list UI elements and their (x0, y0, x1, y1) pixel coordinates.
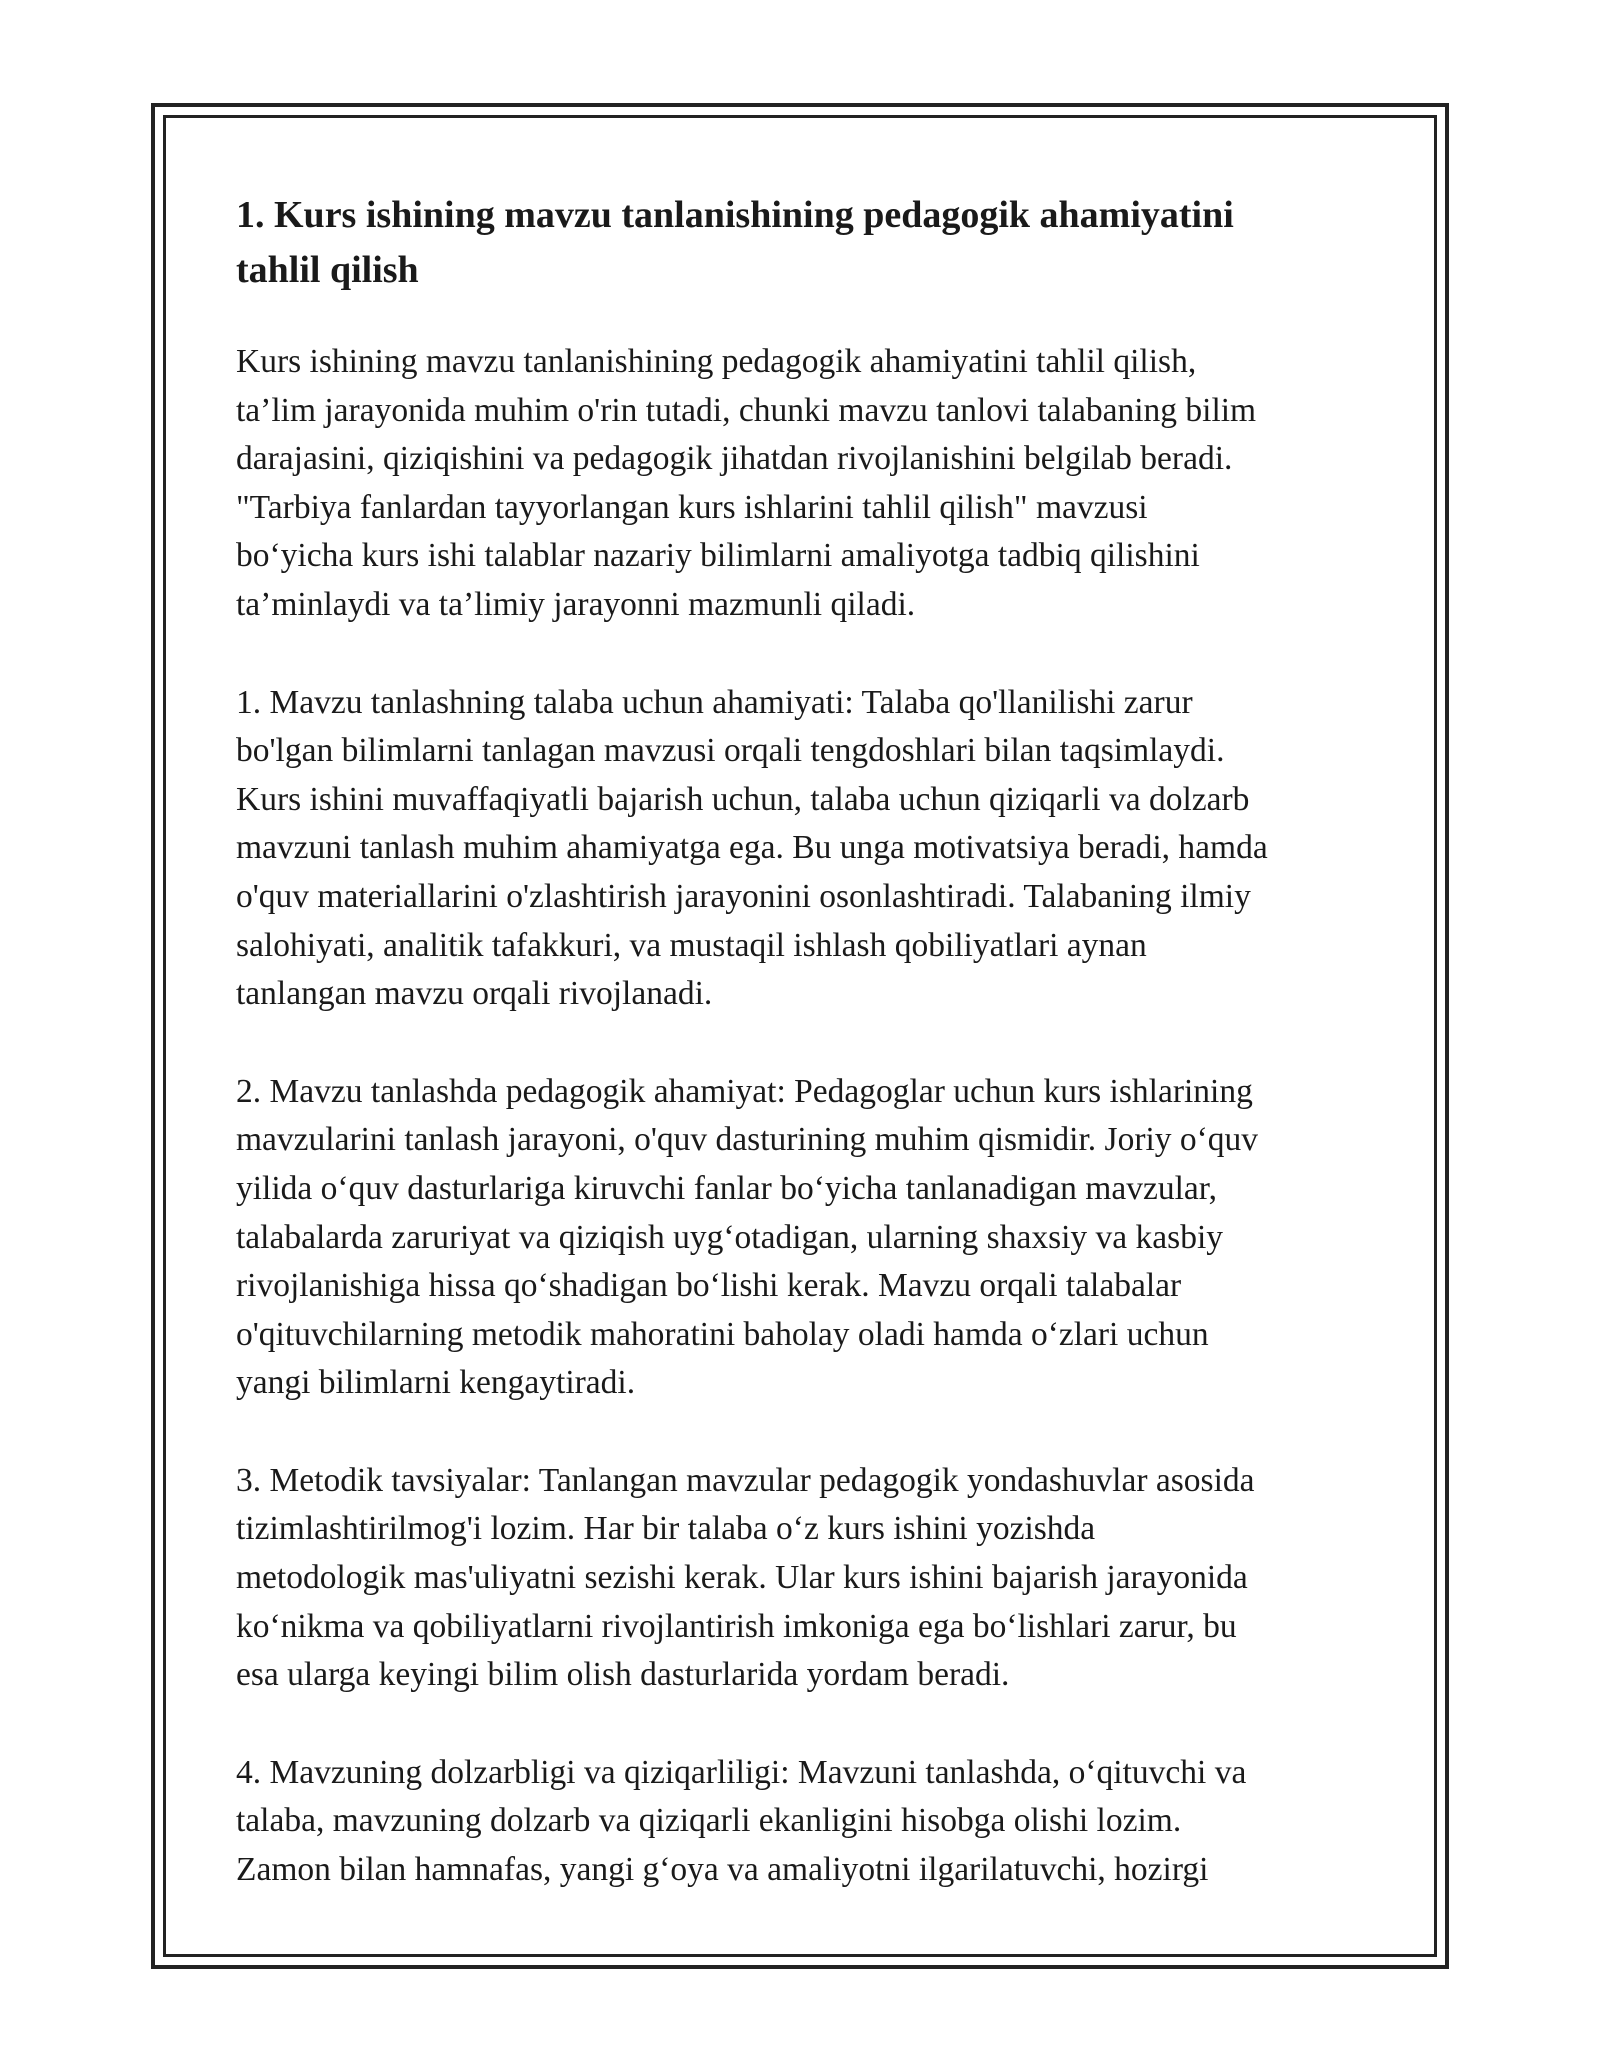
text-line: o'qituvchilarning metodik mahoratini baholay oladi hamda o‘zlari uchun (236, 1315, 1209, 1353)
text-line: ta’minlaydi va ta’limiy jarayonni mazmunli qiladi. (236, 585, 916, 623)
text-line: ta’lim jarayonida muhim o'rin tutadi, chunki mavzu tanlovi talabaning bilim (236, 391, 1257, 429)
point-3-paragraph (236, 1457, 1366, 1700)
text-line: mavzuni tanlash muhim ahamiyatga ega. Bu unga motivatsiya beradi, hamda (236, 829, 1268, 867)
text-line: rivojlanishiga hissa qo‘shadigan bo‘lishi kerak. Mavzu orqali talabalar (236, 1267, 1182, 1305)
text-line: metodologik mas'uliyatni sezishi kerak. Ular kurs ishini bajarish jarayonida (236, 1559, 1248, 1597)
text-line: Kurs ishining mavzu tanlanishining pedagogik ahamiyatini tahlil qilish, (236, 343, 1197, 380)
text-line: Kurs ishini muvaffaqiyatli bajarish uchun, talaba uchun qiziqarli va dolzarb (236, 780, 1250, 818)
text-line: salohiyati, analitik tafakkuri, va mustaqil ishlash qobiliyatlari aynan (236, 926, 1147, 964)
text-line: darajasini, qiziqishini va pedagogik jihatdan rivojlanishini belgilab beradi. (236, 440, 1233, 478)
text-line: mavzularini tanlash jarayoni, o'quv dasturining muhim qismidir. Joriy o‘quv (236, 1121, 1259, 1159)
text-line: o'quv materiallarini o'zlashtirish jarayonini osonlashtiradi. Talabaning ilmiy (236, 877, 1251, 915)
point-4-paragraph (236, 1749, 1366, 1895)
point-2-paragraph (236, 1068, 1366, 1408)
text-line: bo'lgan bilimlarni tanlagan mavzusi orqali tengdoshlari bilan taqsimlaydi. (236, 732, 1225, 770)
text-line: 3. Metodik tavsiyalar: Tanlangan mavzular pedagogik yondashuvlar asosida (236, 1461, 1255, 1499)
text-line: bo‘yicha kurs ishi talablar nazariy bilimlarni amaliyotga tadbiq qilishini (236, 537, 1200, 575)
intro-paragraph (236, 338, 1366, 630)
text-line: tizimlashtirilmog'i lozim. Har bir talaba o‘z kurs ishini yozishda (236, 1510, 1096, 1548)
heading-line: tahlil qilish (236, 249, 419, 291)
text-line: 2. Mavzu tanlashda pedagogik ahamiyat: Pedagoglar uchun kurs ishlarining (236, 1072, 1253, 1110)
text-line: 4. Mavzuning dolzarbligi va qiziqarliligi: Mavzuni tanlashda, o‘qituvchi va (236, 1753, 1247, 1791)
section-heading (236, 188, 1366, 298)
text-line: talabalarda zaruriyat va qiziqish uyg‘otadigan, ularning shaxsiy va kasbiy (236, 1218, 1224, 1256)
text-line: yilida o‘quv dasturlariga kiruvchi fanlar bo‘yicha tanlanadigan mavzular, (236, 1169, 1217, 1207)
text-line: 1. Mavzu tanlashning talaba uchun ahamiyati: Talaba qo'llanilishi zarur (236, 683, 1193, 721)
text-line: tanlangan mavzu orqali rivojlanadi. (236, 975, 713, 1013)
point-1-paragraph (236, 679, 1366, 1019)
text-line: ko‘nikma va qobiliyatlarni rivojlantirish imkoniga ega bo‘lishlari zarur, bu (236, 1607, 1237, 1645)
text-line: esa ularga keyingi bilim olish dasturlarida yordam beradi. (236, 1656, 1010, 1694)
text-line: Zamon bilan hamnafas, yangi g‘oya va amaliyotni ilgarilatuvchi, hozirgi (236, 1851, 1209, 1889)
heading-line: 1. Kurs ishining mavzu tanlanishining pedagogik ahamiyatini (236, 194, 1234, 236)
text-line: talaba, mavzuning dolzarb va qiziqarli ekanligini hisobga olishi lozim. (236, 1802, 1182, 1840)
document-content (236, 188, 1366, 1944)
text-line: "Tarbiya fanlardan tayyorlangan kurs ishlarini tahlil qilish" mavzusi (236, 488, 1148, 526)
text-line: yangi bilimlarni kengaytiradi. (236, 1364, 636, 1402)
